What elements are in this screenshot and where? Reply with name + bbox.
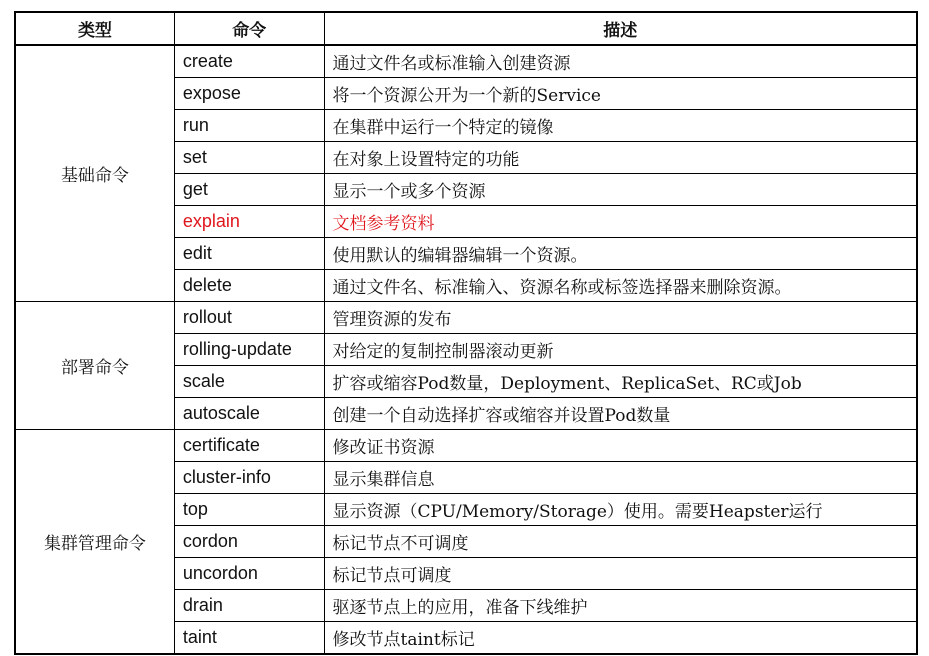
description-cell: 修改证书资源	[324, 430, 917, 462]
category-cell: 部署命令	[15, 302, 174, 430]
description-cell: 扩容或缩容Pod数量，Deployment、ReplicaSet、RC或Job	[324, 366, 917, 398]
table-row	[15, 302, 917, 334]
description-cell: 使用默认的编辑器编辑一个资源。	[324, 238, 917, 270]
description-cell: 显示一个或多个资源	[324, 174, 917, 206]
table-row	[15, 45, 917, 78]
description-cell: 将一个资源公开为一个新的Service	[324, 78, 917, 110]
description-cell: 标记节点可调度	[324, 558, 917, 590]
command-cell: run	[174, 110, 324, 142]
header-command: 命令	[174, 12, 324, 45]
description-cell: 管理资源的发布	[324, 302, 917, 334]
command-cell: top	[174, 494, 324, 526]
command-cell: expose	[174, 78, 324, 110]
command-cell: cordon	[174, 526, 324, 558]
command-cell: autoscale	[174, 398, 324, 430]
command-cell: get	[174, 174, 324, 206]
command-cell: drain	[174, 590, 324, 622]
command-cell: uncordon	[174, 558, 324, 590]
description-cell: 文档参考资料	[324, 206, 917, 238]
command-cell: create	[174, 45, 324, 78]
description-cell: 驱逐节点上的应用，准备下线维护	[324, 590, 917, 622]
header-row	[15, 12, 917, 45]
command-cell: cluster-info	[174, 462, 324, 494]
description-cell: 对给定的复制控制器滚动更新	[324, 334, 917, 366]
description-cell: 修改节点taint标记	[324, 622, 917, 655]
category-cell: 集群管理命令	[15, 430, 174, 655]
header-description: 描述	[324, 12, 917, 45]
command-cell: set	[174, 142, 324, 174]
command-cell: scale	[174, 366, 324, 398]
table-row	[15, 430, 917, 462]
description-cell: 通过文件名或标准输入创建资源	[324, 45, 917, 78]
header-type: 类型	[15, 12, 174, 45]
description-cell: 显示集群信息	[324, 462, 917, 494]
command-cell: rolling-update	[174, 334, 324, 366]
command-cell: certificate	[174, 430, 324, 462]
description-cell: 显示资源（CPU/Memory/Storage）使用。需要Heapster运行	[324, 494, 917, 526]
table-body	[15, 45, 917, 654]
description-cell: 在对象上设置特定的功能	[324, 142, 917, 174]
description-cell: 通过文件名、标准输入、资源名称或标签选择器来删除资源。	[324, 270, 917, 302]
description-cell: 标记节点不可调度	[324, 526, 917, 558]
kubectl-command-table	[14, 11, 918, 655]
description-cell: 在集群中运行一个特定的镜像	[324, 110, 917, 142]
command-cell: rollout	[174, 302, 324, 334]
command-cell: delete	[174, 270, 324, 302]
category-cell: 基础命令	[15, 45, 174, 302]
command-cell: taint	[174, 622, 324, 655]
command-cell: edit	[174, 238, 324, 270]
command-cell: explain	[174, 206, 324, 238]
description-cell: 创建一个自动选择扩容或缩容并设置Pod数量	[324, 398, 917, 430]
